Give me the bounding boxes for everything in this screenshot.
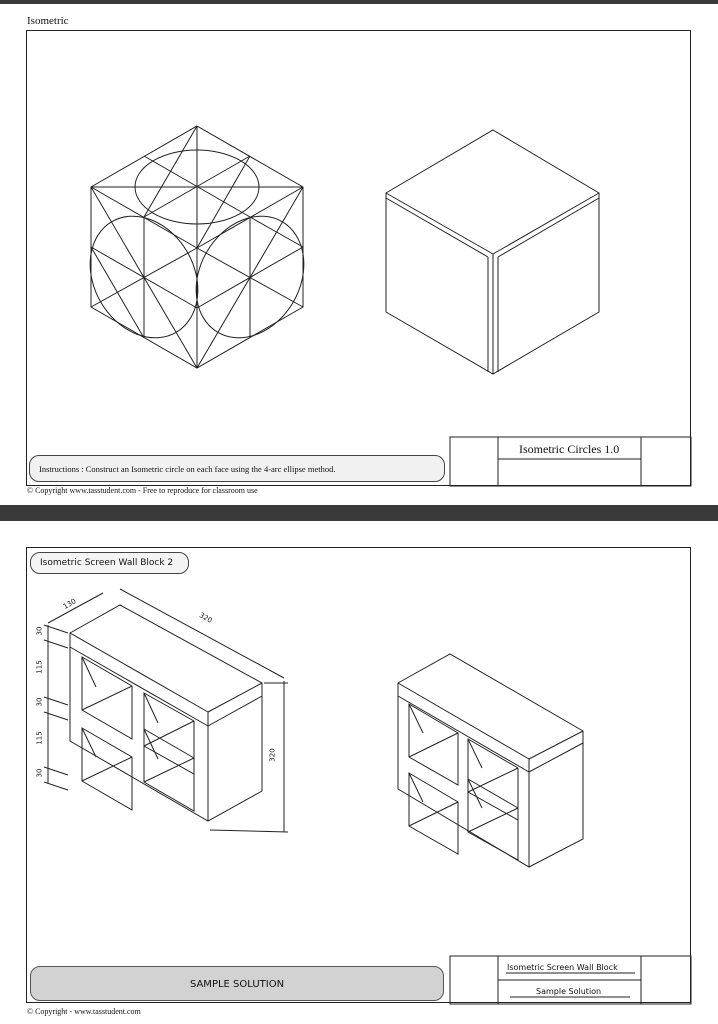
copyright-text: © Copyright - www.tasstudent.com [27, 1007, 141, 1016]
dim-115-lower: 115 [35, 731, 44, 745]
title-block [0, 4, 718, 505]
title-block-name: Isometric Screen Wall Block [507, 963, 618, 972]
dim-115-upper: 115 [35, 660, 44, 674]
copyright-text: © Copyright www.tasstudent.com - Free to reproduce for classroom use [27, 486, 258, 495]
dim-width: 320 [197, 611, 214, 625]
title-block-name: Isometric Circles 1.0 [519, 442, 620, 456]
drawing-sheet-screen-wall-block [0, 521, 718, 1024]
sheet-label: Isometric Screen Wall Block 2 [40, 558, 174, 568]
title-block-status: Sample Solution [536, 987, 602, 996]
banner-text: SAMPLE SOLUTION [189, 979, 285, 990]
dim-height: 320 [268, 748, 277, 762]
dim-30-bottom: 30 [35, 768, 44, 778]
instructions-text: Instructions : Construct an Isometric circle on each face using the 4-arc ellipse method. [39, 464, 336, 474]
dim-30-middle: 30 [35, 697, 44, 707]
title-block [0, 521, 718, 1024]
dim-30-top: 30 [35, 626, 44, 636]
sheet-title: Isometric [27, 15, 69, 27]
drawing-sheet-isometric-circles [0, 4, 718, 505]
dim-depth: 130 [61, 597, 78, 611]
